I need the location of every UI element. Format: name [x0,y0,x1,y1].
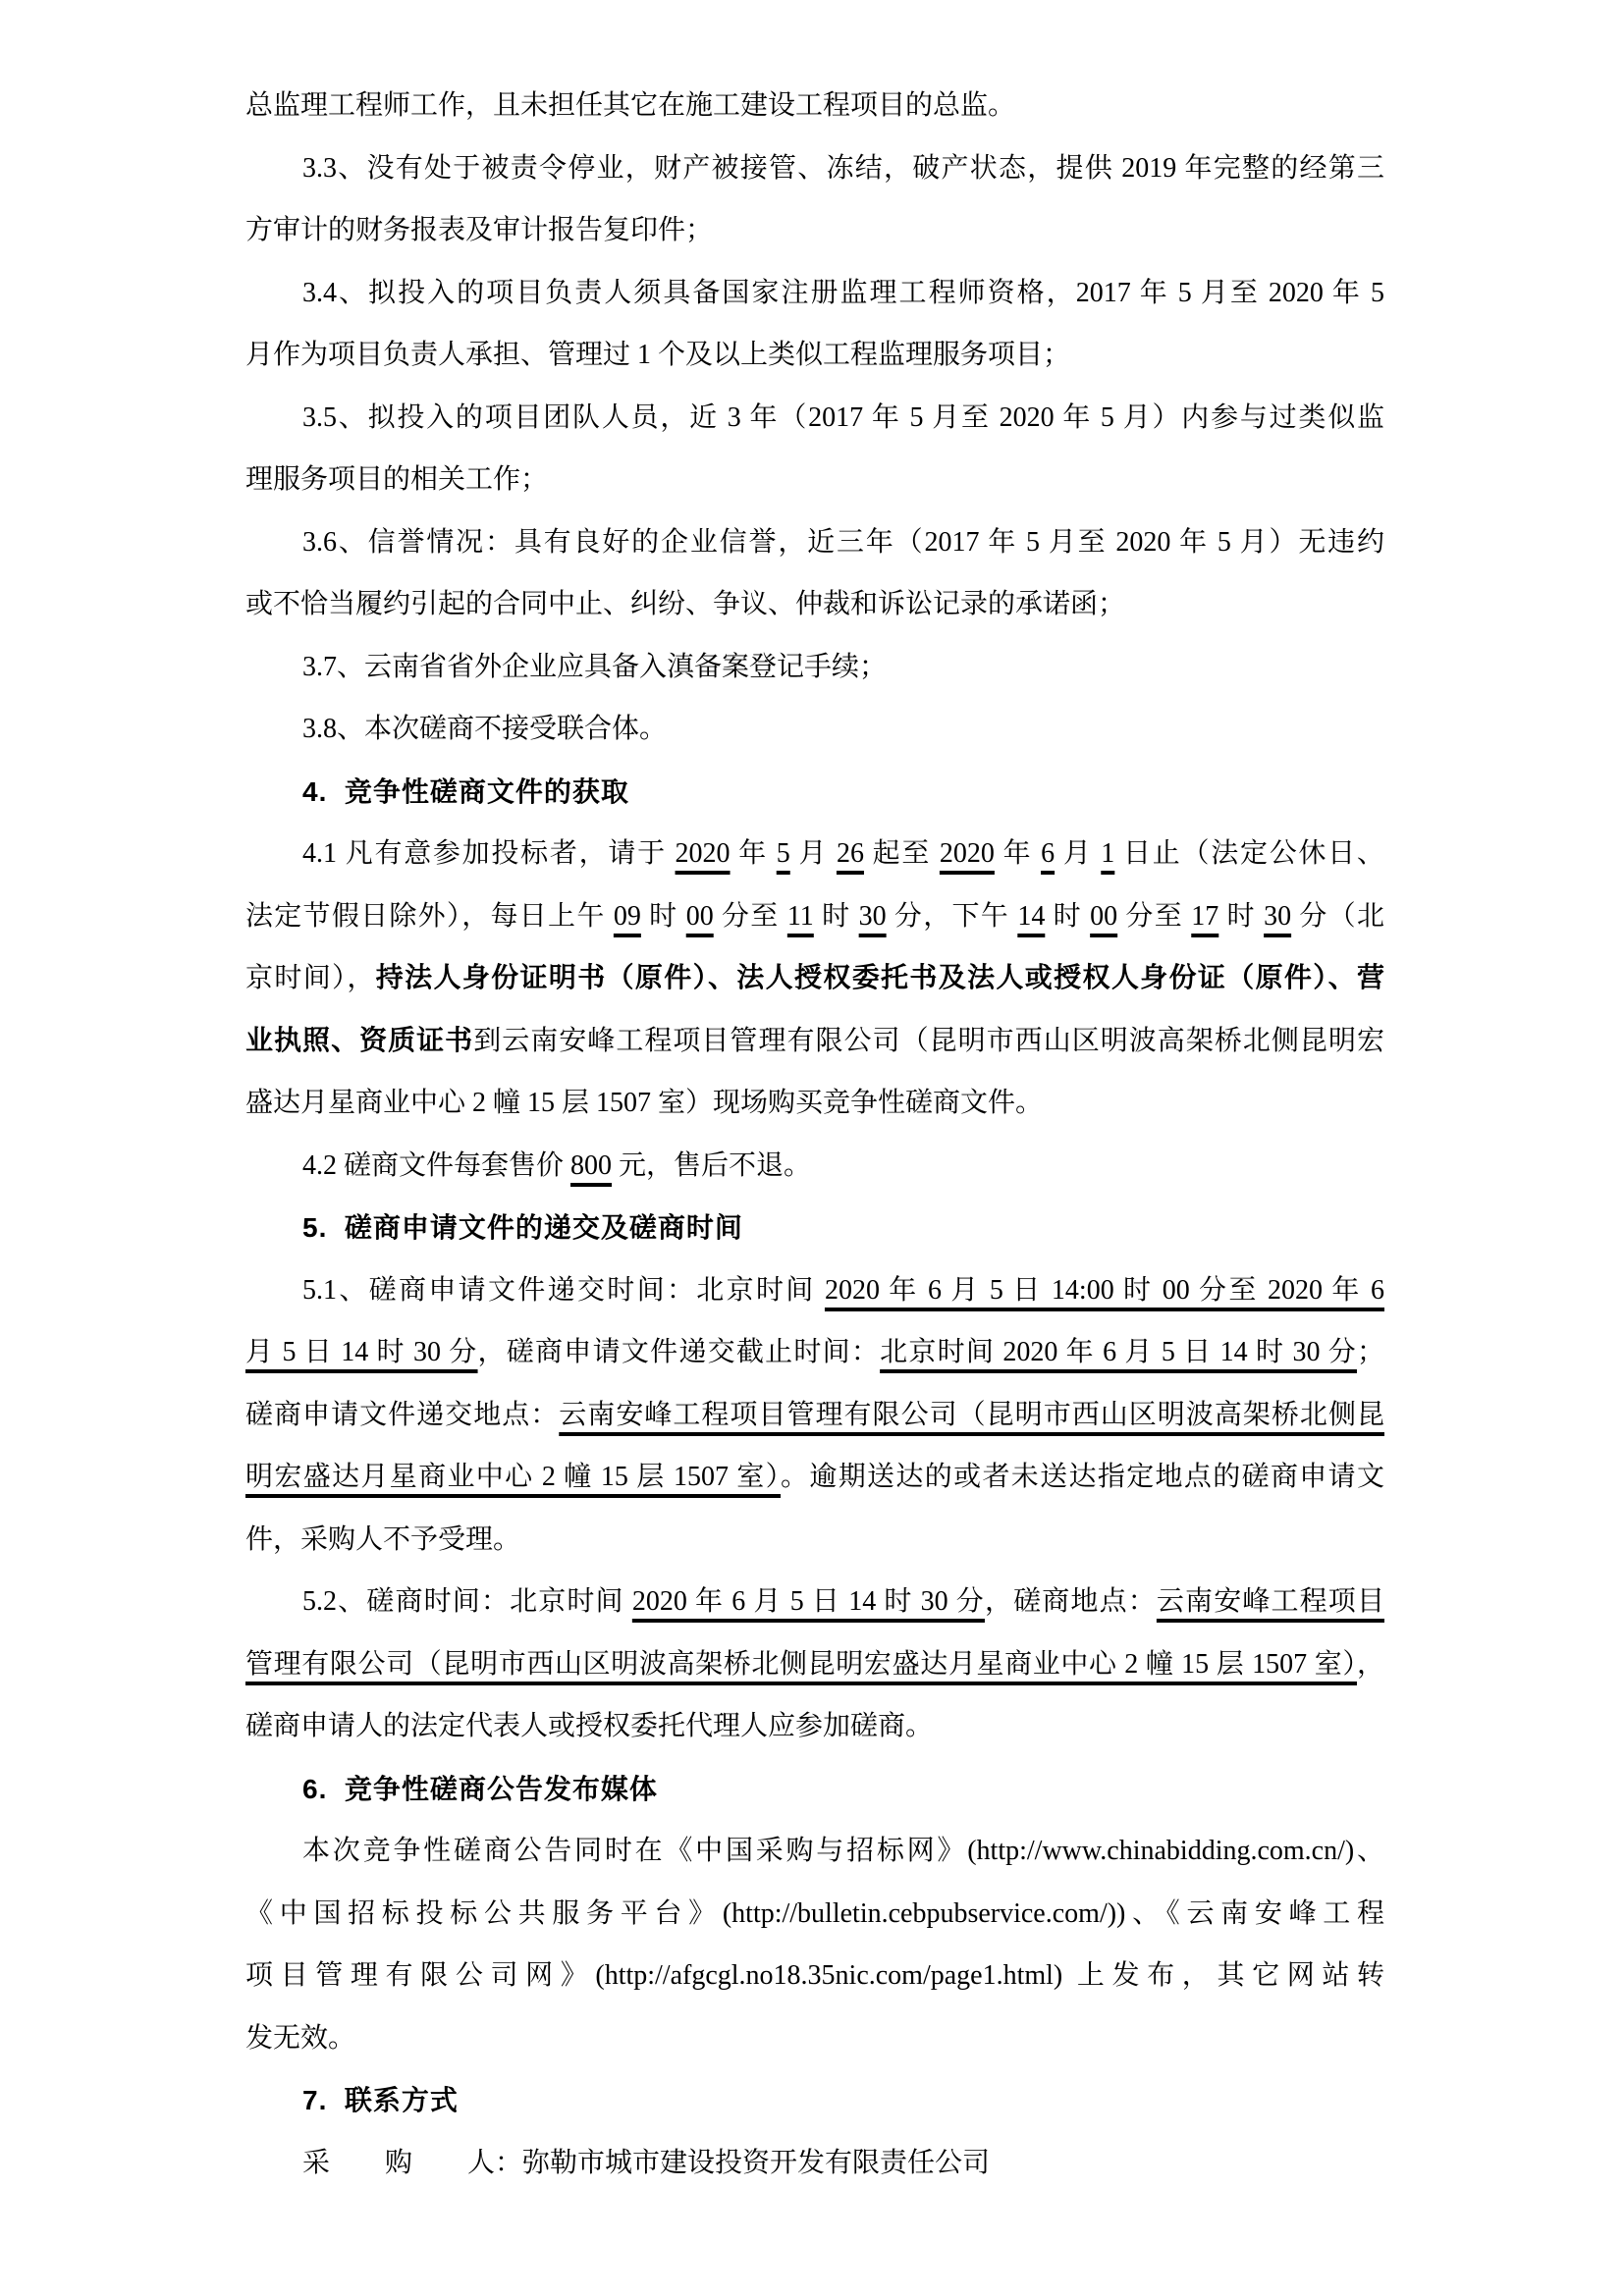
text-line [245,1072,1384,1135]
text-line [245,387,1384,450]
text-segment: 磋商申请文件递交地点： [245,1399,560,1430]
text-segment: ， [1356,1648,1384,1680]
text-segment: 3.8、本次磋商不接受联合体。 [302,714,668,744]
underlined-text-segment: 800 [570,1149,613,1181]
text-line [245,1695,1384,1758]
underlined-text-segment: 5 [776,838,790,869]
underlined-text-segment: 30 [858,900,887,932]
text-line [245,199,1384,262]
text-line [245,2132,1384,2195]
text-line [245,636,1384,699]
document-body [245,75,1384,2194]
underlined-text-segment: 11 [786,900,814,932]
text-segment: 项目管理有限公司网》(http://afgcgl.no18.35nic.com/page1.html) 上发布，其它网站转 [245,1960,1384,1991]
underlined-text-segment: 00 [1090,900,1118,932]
section-heading [245,1197,1384,1259]
underlined-text-segment: 14 [1017,900,1046,932]
text-line [245,1010,1384,1073]
text-line [245,511,1384,574]
text-segment: 年 [994,838,1042,869]
underlined-text-segment: 月 5 日 14 时 30 分 [245,1337,478,1367]
underlined-text-segment: 明宏盛达月星商业中心 2 幢 15 层 1507 室） [245,1462,781,1492]
text-segment: 元，售后不退。 [612,1149,812,1181]
text-segment: 盛达月星商业中心 2 幢 15 层 1507 室）现场购买竞争性磋商文件。 [245,1088,1044,1118]
text-line [245,1135,1384,1198]
underlined-text-segment: 1 [1101,838,1115,869]
underlined-text-segment: 2020 年 6 月 5 日 14:00 时 00 分至 2020 年 6 [824,1274,1384,1306]
text-line [245,2007,1384,2070]
text-line [245,823,1384,885]
underlined-text-segment: 2020 年 6 月 5 日 14 时 30 分 [631,1586,985,1617]
text-segment: 时 [1045,900,1091,932]
text-segment: 6. 竞争性磋商公告发布媒体 [302,1773,658,1804]
section-heading [245,1758,1384,1821]
underlined-text-segment: 6 [1041,838,1056,869]
text-segment: ，磋商申请文件递交截止时间： [477,1337,881,1367]
text-line [245,1259,1384,1322]
text-segment: 3.6、信誉情况：具有良好的企业信誉，近三年（2017 年 5 月至 2020 年 5 月）无违约 [302,526,1384,558]
underlined-text-segment: 09 [613,900,641,932]
text-segment: 5. 磋商申请文件的递交及磋商时间 [302,1212,743,1243]
text-line [245,75,1384,137]
text-segment: 发无效。 [245,2022,356,2054]
text-line [245,324,1384,387]
text-segment: 总监理工程师工作，且未担任其它在施工建设工程项目的总监。 [245,90,1016,121]
text-segment: 起至 [863,838,940,869]
text-segment: 7. 联系方式 [302,2085,459,2115]
text-segment: 3.4、拟投入的项目负责人须具备国家注册监理工程师资格，2017 年 5 月至 2020 年 5 [302,277,1384,308]
text-segment: 。逾期送达的或者未送达指定地点的磋商申请文 [781,1462,1384,1492]
underlined-text-segment: 云南安峰工程项目 [1156,1586,1384,1617]
text-segment: 到云南安峰工程项目管理有限公司（昆明市西山区明波高架桥北侧昆明宏 [473,1025,1384,1056]
text-segment: 4.2 磋商文件每套售价 [302,1149,571,1181]
underlined-text-segment: 2020 [939,838,995,869]
text-line [245,449,1384,511]
text-segment: 或不恰当履约引起的合同中止、纠纷、争议、仲裁和诉讼记录的承诺函； [245,589,1126,619]
text-line [245,947,1384,1010]
bold-text-segment: 业执照、资质证书 [245,1025,474,1056]
text-line [245,1321,1384,1384]
text-line [245,698,1384,761]
underlined-text-segment: 26 [836,838,864,869]
text-segment: 年 [730,838,777,869]
text-segment: ，磋商地点： [984,1586,1157,1617]
text-line [245,137,1384,200]
bold-text-segment: 持法人身份证明书（原件）、法人授权委托书及法人或授权人身份证（原件）、营 [375,963,1384,993]
text-segment: 5.1、磋商申请文件递交时间：北京时间 [302,1274,825,1306]
text-segment: 件，采购人不予受理。 [245,1523,521,1555]
text-line [245,573,1384,636]
text-segment: 磋商申请人的法定代表人或授权委托代理人应参加磋商。 [245,1711,934,1741]
text-line [245,1384,1384,1447]
text-segment: 3.7、云南省省外企业应具备入滇备案登记手续； [302,651,888,682]
underlined-text-segment: 云南安峰工程项目管理有限公司（昆明市西山区明波高架桥北侧昆 [559,1399,1384,1430]
text-segment: 月 [789,838,837,869]
text-line [245,1509,1384,1572]
text-line [245,1945,1384,2007]
underlined-text-segment: 17 [1191,900,1219,932]
text-segment: 京时间）， [245,963,376,993]
text-segment: 3.3、没有处于被责令停业，财产被接管、冻结，破产状态，提供 2019 年完整的经第三 [302,152,1384,184]
text-segment: 《中国招标投标公共服务平台》(http://bulletin.cebpubservice.com/))、《云南安峰工程 [245,1897,1384,1929]
text-segment: 5.2、磋商时间：北京时间 [302,1586,632,1617]
text-segment: 分至 [1117,900,1192,932]
text-line [245,1633,1384,1696]
underlined-text-segment: 30 [1264,900,1292,932]
text-line [245,1820,1384,1883]
text-segment: 理服务项目的相关工作； [245,464,549,495]
text-segment: 法定节假日除外），每日上午 [245,900,614,932]
text-segment: 时 [1218,900,1265,932]
section-heading [245,761,1384,824]
text-segment: 分至 [713,900,787,932]
text-segment: ； [1356,1337,1384,1367]
text-segment: 方审计的财务报表及审计报告复印件； [245,215,714,245]
text-line [245,1883,1384,1946]
underlined-text-segment: 北京时间 2020 年 6 月 5 日 14 时 30 分 [880,1337,1357,1367]
text-line [245,262,1384,325]
text-segment: 月作为项目负责人承担、管理过 1 个及以上类似工程监理服务项目； [245,340,1071,370]
text-segment: 采 购 人：弥勒市城市建设投资开发有限责任公司 [302,2147,991,2178]
text-segment: 4.1 凡有意参加投标者，请于 [302,838,676,869]
text-segment: 3.5、拟投入的项目团队人员，近 3 年（2017 年 5 月至 2020 年 5 月）内参与过类似监 [302,401,1384,433]
underlined-text-segment: 00 [685,900,714,932]
text-segment: 时 [813,900,859,932]
text-segment: 4. 竞争性磋商文件的获取 [302,775,629,807]
underlined-text-segment: 管理有限公司（昆明市西山区明波高架桥北侧昆明宏盛达月星商业中心 2 幢 15 层 1507 室） [245,1648,1357,1680]
text-segment: 本次竞争性磋商公告同时在《中国采购与招标网》(http://www.chinabidding.com.cn/)、 [302,1836,1384,1866]
text-segment: 分，下午 [886,900,1018,932]
text-segment: 时 [640,900,686,932]
text-segment: 月 [1055,838,1102,869]
text-segment: 分（北 [1291,900,1384,932]
text-line [245,1446,1384,1509]
text-line [245,1571,1384,1633]
text-line [245,885,1384,948]
underlined-text-segment: 2020 [675,838,731,869]
section-heading [245,2069,1384,2132]
text-segment: 日止（法定公休日、 [1114,838,1384,869]
